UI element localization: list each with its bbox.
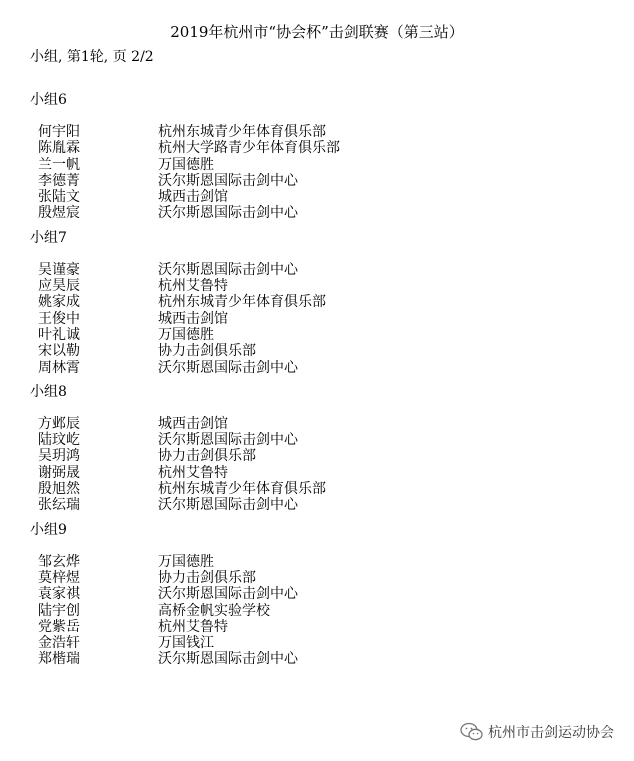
fencer-row	[0, 570, 634, 586]
fencer-club: 城西击剑馆	[158, 189, 228, 206]
fencer-row	[0, 619, 634, 635]
fencer-row	[0, 173, 634, 189]
group-heading: 小组9	[30, 521, 67, 538]
fencer-club: 万国德胜	[158, 326, 214, 343]
fencer-club: 杭州艾鲁特	[158, 464, 228, 481]
fencer-row	[0, 262, 634, 278]
fencer-row	[0, 481, 634, 497]
group-section	[0, 384, 634, 514]
fencer-name: 党紫岳	[38, 618, 80, 635]
fencer-row	[0, 189, 634, 205]
group-section	[0, 230, 634, 376]
fencer-row	[0, 140, 634, 156]
group-heading: 小组8	[30, 383, 67, 400]
fencer-name: 张陆文	[38, 189, 80, 206]
fencer-club: 协力击剑俱乐部	[158, 343, 256, 360]
fencer-row	[0, 360, 634, 376]
fencer-name: 陈胤霖	[38, 140, 80, 157]
fencer-club: 杭州艾鲁特	[158, 278, 228, 295]
fencer-row	[0, 124, 634, 140]
footer-text: 杭州市击剑运动协会	[488, 725, 614, 741]
fencer-club: 沃尔斯恩国际击剑中心	[158, 359, 298, 376]
fencer-club: 沃尔斯恩国际击剑中心	[158, 432, 298, 449]
page-subtitle: 小组, 第1轮, 页 2/2	[30, 49, 154, 65]
fencer-club: 杭州东城青少年体育俱乐部	[158, 481, 326, 498]
fencer-row	[0, 586, 634, 602]
fencer-club: 万国德胜	[158, 553, 214, 570]
fencer-name: 姚家成	[38, 294, 80, 311]
fencer-row	[0, 343, 634, 359]
fencer-club: 杭州大学路青少年体育俱乐部	[158, 140, 340, 157]
fencer-club: 杭州东城青少年体育俱乐部	[158, 294, 326, 311]
fencer-row	[0, 432, 634, 448]
fencer-name: 应昊辰	[38, 278, 80, 295]
fencer-name: 王俊中	[38, 310, 80, 327]
fencer-name: 兰一帆	[38, 156, 80, 173]
fencer-name: 邹玄烨	[38, 553, 80, 570]
fencer-name: 何宇阳	[38, 124, 80, 140]
fencer-row	[0, 554, 634, 570]
fencer-name: 郑楷瑞	[38, 651, 80, 668]
page-title: 2019年杭州市“协会杯”击剑联赛（第三站）	[170, 23, 464, 41]
fencer-name: 金浩轩	[38, 635, 80, 652]
group-list	[0, 92, 634, 676]
fencer-name: 方邺辰	[38, 415, 80, 432]
fencer-club: 城西击剑馆	[158, 310, 228, 327]
fencer-row	[0, 294, 634, 310]
group-heading: 小组7	[30, 229, 67, 246]
fencer-row	[0, 651, 634, 667]
fencer-name: 莫梓煜	[38, 569, 80, 586]
fencer-name: 周林霄	[38, 359, 80, 376]
wechat-icon	[460, 722, 484, 742]
fencer-name: 陆玟屹	[38, 432, 80, 449]
fencer-club: 杭州东城青少年体育俱乐部	[158, 124, 326, 140]
group-heading: 小组6	[30, 92, 67, 108]
fencer-row	[0, 205, 634, 221]
fencer-name: 谢弼晟	[38, 464, 80, 481]
fencer-row	[0, 448, 634, 464]
fencer-name: 陆宇创	[38, 602, 80, 619]
fencer-club: 协力击剑俱乐部	[158, 448, 256, 465]
fencer-name: 叶礼诚	[38, 326, 80, 343]
group-section	[0, 92, 634, 222]
fencer-name: 宋以勒	[38, 343, 80, 360]
fencer-row	[0, 465, 634, 481]
fencer-name: 吴玥鸿	[38, 448, 80, 465]
fencer-club: 协力击剑俱乐部	[158, 569, 256, 586]
fencer-row	[0, 603, 634, 619]
fencer-name: 吴谨豪	[38, 261, 80, 278]
footer-watermark	[460, 722, 614, 742]
fencer-row	[0, 416, 634, 432]
fencer-row	[0, 497, 634, 513]
fencer-name: 殷煜宸	[38, 205, 80, 222]
fencer-club: 沃尔斯恩国际击剑中心	[158, 497, 298, 514]
fencer-row	[0, 311, 634, 327]
fencer-club: 沃尔斯恩国际击剑中心	[158, 586, 298, 603]
fencer-club: 沃尔斯恩国际击剑中心	[158, 651, 298, 668]
fencer-club: 万国钱江	[158, 635, 214, 652]
fencer-name: 张纭瑞	[38, 497, 80, 514]
fencer-row	[0, 157, 634, 173]
fencer-club: 城西击剑馆	[158, 415, 228, 432]
fencer-row	[0, 327, 634, 343]
fencer-club: 沃尔斯恩国际击剑中心	[158, 205, 298, 222]
fencer-club: 沃尔斯恩国际击剑中心	[158, 172, 298, 189]
fencer-name: 袁家祺	[38, 586, 80, 603]
fencer-name: 殷旭然	[38, 481, 80, 498]
fencer-club: 高桥金帆实验学校	[158, 602, 270, 619]
fencer-name: 李德菁	[38, 172, 80, 189]
fencer-club: 沃尔斯恩国际击剑中心	[158, 261, 298, 278]
fencer-row	[0, 635, 634, 651]
fencer-club: 万国德胜	[158, 156, 214, 173]
fencer-club: 杭州艾鲁特	[158, 618, 228, 635]
fencer-row	[0, 278, 634, 294]
group-section	[0, 522, 634, 668]
